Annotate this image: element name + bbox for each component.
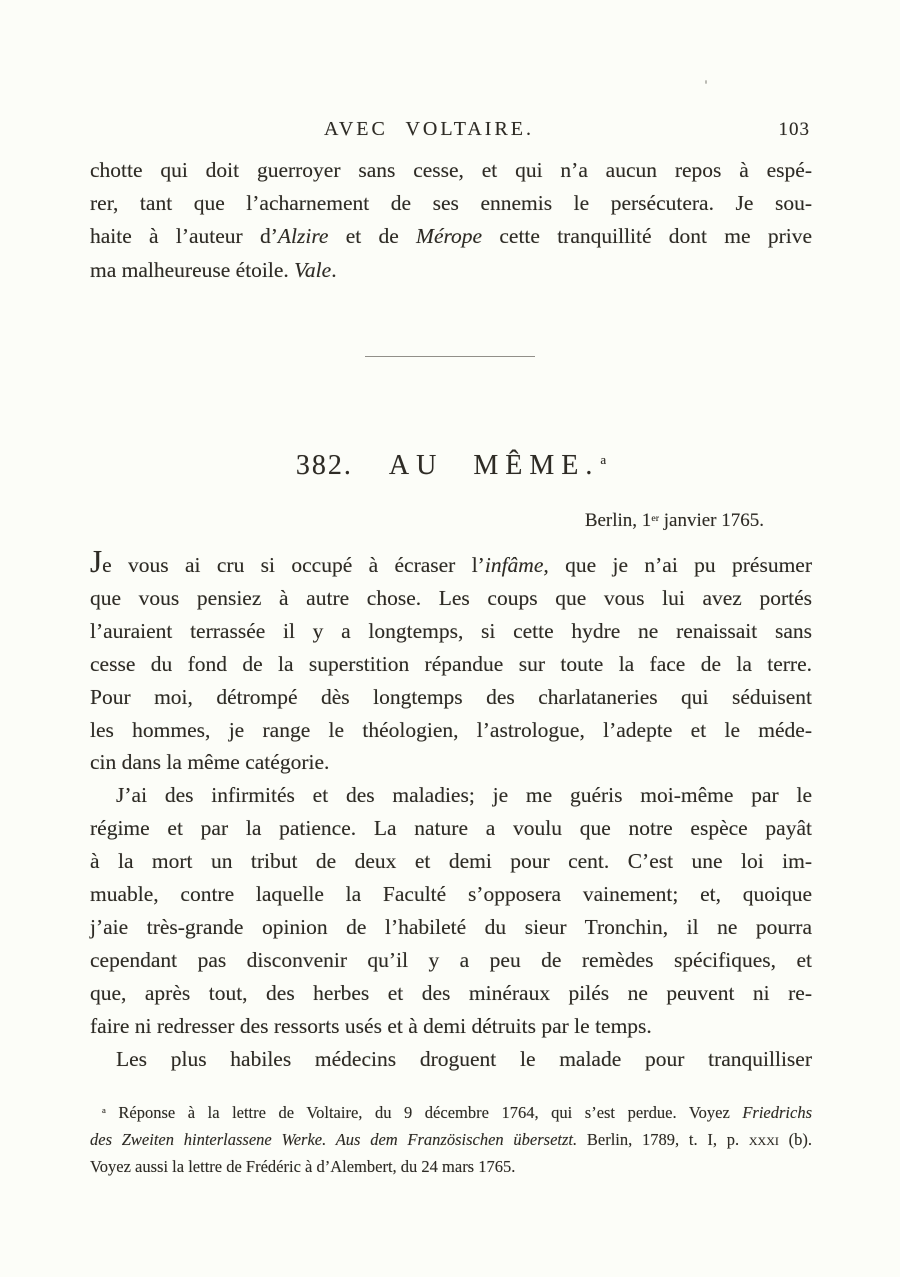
letter-number: 382. xyxy=(295,450,353,481)
running-title: AVEC VOLTAIRE. xyxy=(323,118,535,140)
running-header xyxy=(90,118,812,148)
previous-letter-ending: chotte qui doit guerroyer sans cesse, et qui n’a aucun repos à espé- rer, tant que l’acharnement de ses ennemis le persécutera. Je sou- haite à l’auteur d’Alzire et de Mérope cette tranquillité dont me prive ma malheureuse étoile. Vale. xyxy=(90,158,812,282)
dateline: Berlin, 1er janvier 1765. xyxy=(584,510,764,531)
letter-heading xyxy=(90,448,812,484)
letter-body xyxy=(90,544,812,1076)
footnote: $^a$ Réponse à la lettre de Voltaire, du 9 décembre 1764, qui s’est perdue. Voyez Friedrichs des Zweiten hinterlassene Werke. Aus dem Französischen übersetzt. Berlin, 1789, t. I, p. xxxi (b). Voyez aussi la lettre de Frédéric à d’Alembert, du 24 mars 1765. xyxy=(90,1103,812,1176)
footnote-ref-marker: a xyxy=(600,452,607,468)
section-divider-rule xyxy=(365,356,535,357)
scan-speck xyxy=(705,80,707,84)
letter-paragraph-3: Les plus habiles médecins droguent le malade pour tranquilliser xyxy=(116,1046,812,1071)
letter-title: AU MÊME. xyxy=(388,450,600,481)
letter-paragraph-1: Je vous ai cru si occupé à écraser l’infâme, que je n’ai pu présumer que vous pensiez à autre chose. Les coups que vous lui avez portés l’auraient terrassée il y a longtemps, si cette hydre ne renaissait sans cesse du fond de la superstition répandue sur toute la face de la terre. Pour moi, détrompé dès longtemps des charlataneries qui séduisent les hommes, je range le théologien, l’astrologue, l’adepte et le méde- cin dans la même catégorie. xyxy=(90,544,812,775)
page-number: 103 xyxy=(778,119,810,140)
letter-paragraph-2: J’ai des infirmités et des maladies; je me guéris moi-même par le régime et par la patience. La nature a voulu que notre espèce payât à la mort un tribut de deux et demi pour cent. C’est une loi im- muable, contre laquelle la Faculté s’opposera vainement; et, quoique j’aie très-grande opinion de l’habileté du sieur Tronchin, il ne pourra cependant pas disconvenir qu’il y a peu de remèdes spécifiques, et que, après tout, des herbes et des minéraux pilés ne peuvent ni re- faire ni redresser des ressorts usés et à demi détruits par le temps. xyxy=(90,783,812,1038)
